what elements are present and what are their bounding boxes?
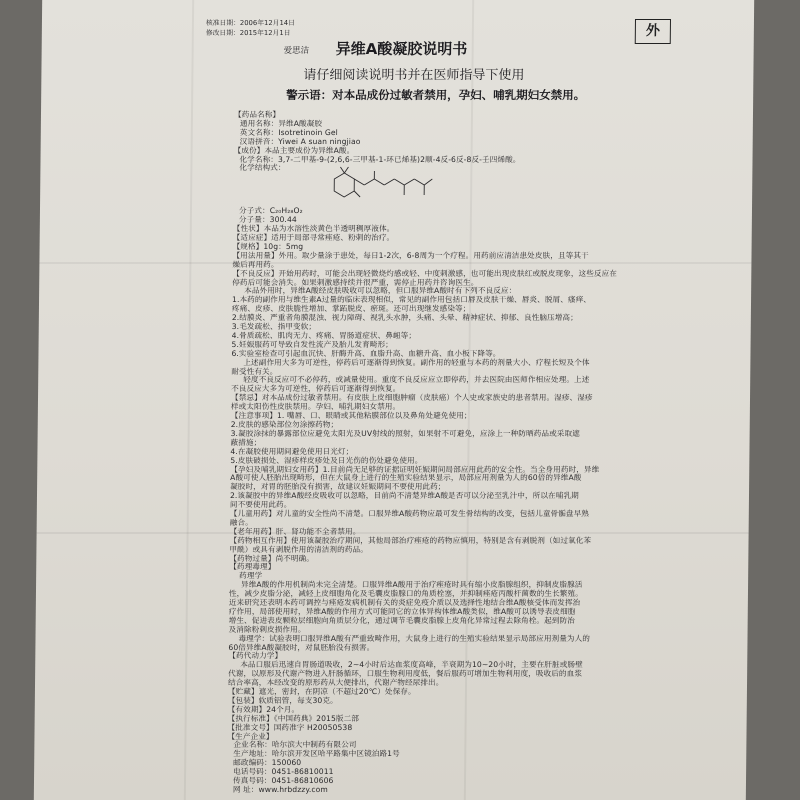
body-line: 毒理学：试验表明口服异维A酸有严重致畸作用，大鼠身上进行的生殖实验结果显示局部应用剂量为人的 [238, 634, 591, 643]
body-line: 轻度不良反应可不必停药，或减量使用。重度不良反应应立即停药，并去医院由医师作相应处理。上述 [243, 375, 590, 384]
body-line: 【儿童用药】对儿童的安全性尚不清楚。口服异维A酸药物应最可发生骨结构的改变，包括儿童骨骺盘早熟 [229, 509, 590, 518]
body-line: 【老年用药】肝、肾功能不全者禁用。 [229, 527, 361, 536]
body-line: 4.骨质疏松、肌肉无力、疼痛、胃肠道症状、鼻衄等； [231, 331, 417, 340]
body-line: 电话号码：0451-86810011 [233, 767, 334, 776]
body-line: 融合。 [229, 518, 253, 527]
leaflet-sheet [34, 0, 754, 800]
body-line: 间不要使用此药。 [229, 500, 292, 509]
body-line: 性，减少皮脂分泌，减轻上皮细胞角化及毛囊皮脂腺口的角质栓塞，并抑制痤疮丙酸杆菌数的生长繁殖。 [228, 589, 583, 598]
body-line: 本品外用时，异维A酸经皮肤吸收可以忽略，但口服异维A酸时有下列不良反应： [244, 286, 517, 295]
external-use-mark: 外 [635, 19, 671, 44]
body-line: 4.在凝胶使用期间避免使用日光灯； [230, 447, 354, 456]
body-line: 企业名称：哈尔滨大中制药有限公司 [233, 740, 357, 749]
body-line: 【规格】10g：5mg [232, 242, 304, 251]
body-line: 邮政编码：150060 [233, 758, 302, 767]
body-line: 汉语拼音：Yiwei A suan ningjiao [239, 137, 361, 146]
body-line: 【药物相互作用】使用该凝胶治疗期间，其他局部治疗痤疮的药物应慎用，特别是含有剥脱剂（如过氧化苯 [229, 536, 592, 545]
body-line: 耐受性有关。 [231, 367, 278, 376]
body-line: 增生、促进表皮颗粒层细胞向角质层分化，通过调节毛囊皮脂腺上皮角化异常过程去除角栓。起到防治 [228, 616, 575, 625]
body-line: 【用法用量】外用。取少量涂于患处，每日1-2次，6-8周为一个疗程。用药前应清洁患处皮肤，且等其干 [232, 251, 589, 260]
body-line: 上述副作用大多为可逆性，停药后可逐渐得到恢复。副作用的轻重与本药的剂量大小、疗程长短及个体 [243, 358, 590, 367]
body-line: 6.实验室检查可引起血沉快、肝酶升高、血脂升高、血糖升高、血小板下降等。 [231, 349, 501, 358]
chemical-structure-figure [326, 165, 444, 205]
body-line: 不良反应大多为可逆性，停药后可逐渐得到恢复。 [231, 384, 401, 393]
body-line: 及消除粉刺皮损作用。 [228, 625, 306, 634]
body-line: 凝胶时，对胃的胚胎没有损害，故建议妊娠期间不要使用此药； [230, 482, 446, 491]
approval-date: 核准日期：2006年12月14日 [205, 19, 295, 27]
body-line: 药理学 [239, 571, 263, 580]
body-line: 【成份】本品主要成份为异维A酸。 [233, 146, 355, 155]
body-line: 传真号码：0451-86810606 [232, 776, 334, 785]
document-subtitle: 请仔细阅读说明书并在医师指导下使用 [303, 68, 525, 83]
warning-statement: 警示语：对本品成份过敏者禁用，孕妇、哺乳期妇女禁用。 [286, 88, 586, 102]
body-line: 1.本药的副作用与维生素A过量的临床表现相似，常见的副作用包括口唇及皮肤干燥、唇炎、脱屑、瘙痒、 [232, 295, 592, 304]
body-line: 甲酰）或具有剥脱作用的清洁剂的药品。 [229, 545, 368, 554]
body-line: 【性状】本品为水溶性淡黄色半透明稠厚液体。 [232, 224, 395, 233]
body-line: 【批准文号】国药准字 H20050538 [227, 723, 353, 732]
revision-date: 修改日期：2015年12月1日 [205, 29, 291, 37]
body-line: 通用名称：异维A酸凝胶 [239, 119, 323, 128]
body-line: 5.皮肤破损处、湿疹样皮疹处及日光伤的伤处避免使用。 [230, 456, 423, 465]
body-line: 【有效期】24个月。 [227, 705, 300, 714]
body-line: 【禁忌】对本品成份过敏者禁用。有皮肤上皮细胞肿瘤（皮肤癌）个人史或家族史的患者禁用。湿疹、湿疹 [230, 393, 593, 402]
body-line: 疗作用，局部使用时，异维A酸的作用方式可能同它的立体异构体维A酸类似，维A酸可以诱导表皮细胞 [228, 607, 576, 616]
body-line: 【注意事项】1. 嘴唇、口、眼睛或其他粘膜部位以及鼻角处避免使用； [230, 411, 472, 420]
body-line: 【生产企业】 [227, 732, 274, 741]
body-line: 2.皮肤的感染部位勿涂擦药物； [230, 420, 339, 429]
body-line: 【适应症】适用于局部寻常痤疮、粉刺的治疗。 [232, 233, 395, 242]
document-title: 异维A酸凝胶说明书 [335, 40, 468, 58]
body-line: 近来研究还表明本药可调控与痤疮发病机制有关的炎症免疫介质以及选择性地结合维A酸核受体而发挥治 [228, 598, 581, 607]
brand-name: 爱思洁 [283, 46, 310, 56]
body-line: 【孕妇及哺乳期妇女用药】1.目前尚无足够的证据证明妊娠期间局部应用此药的安全性。当全身用药时，异维 [230, 465, 600, 474]
body-line: 【不良反应】开始用药时，可能会出现轻微烧灼感或轻、中度刺激感，也可能出现皮肤红或脱皮现象，这些反应在 [232, 269, 618, 278]
body-line: 英文名称：Isotretinoin Gel [239, 128, 338, 137]
body-line: 分子式：C₂₀H₂₈O₂ [238, 206, 303, 215]
body-line: 【药理毒理】 [229, 562, 276, 571]
body-line: 异维A酸的作用机制尚未完全清楚。口服异维A酸用于治疗痤疮时具有缩小皮脂腺组织，抑制皮脂腺活 [241, 580, 583, 589]
body-line: 燥后再用药。 [232, 260, 279, 269]
body-line: 代谢，以原形及代谢产物进入肝肠循环，口服生物利用度低，餐后服药可增加生物利用度，吸收后的血浆 [228, 669, 583, 678]
body-line: 分子量：300.44 [238, 215, 297, 224]
body-line: 疼痛、皮疹、皮肤脆性增加、掌跖脱皮、瘀斑。还可出现继发感染等； [231, 304, 471, 313]
body-line: A酸可使人胚胎出现畸形，但在大鼠身上进行的生殖实验结果显示，局部应用剂量为人的60倍的异维A酸 [230, 473, 582, 482]
body-line: 蔽措施； [230, 438, 262, 447]
body-line: 3.毛发疏松、指甲变软； [231, 322, 317, 331]
body-line: 【包装】软质铝管，每支30克。 [227, 696, 338, 705]
body-line: 【药品名称】 [233, 110, 281, 119]
body-line: 【贮藏】遮光，密封，在阴凉（不超过20℃）处保存。 [227, 687, 416, 696]
body-line: 【执行标准】《中国药典》2015版二部 [227, 714, 360, 723]
body-line: 样或太阳伤性皮肤禁用。孕妇、哺乳期妇女禁用。 [230, 402, 401, 411]
body-line: 生产地址：哈尔滨开发区哈平路集中区镜泊路1号 [233, 749, 400, 758]
body-line: 停药后可能会消失。如果刺激感持续并很严重，需停止用药并咨询医生。 [232, 278, 479, 287]
body-line: 3.凝胶涂抹的暴露部位应避免太阳光及UV射线的照射，如果射不可避免，应涂上一种防晒药品或采取遮 [230, 429, 580, 438]
body-line: 2.结膜炎、严重者角膜混浊、视力障碍、视乳头水肿，头痛、头晕、精神症状、抑郁、良性脑压增高； [231, 313, 578, 322]
body-line: 60倍异维A酸凝胶时，对鼠胚胎没有损害。 [228, 643, 375, 652]
body-line: 【药物过量】尚不明确。 [229, 554, 315, 563]
body-line: 化学结构式： [239, 163, 286, 172]
body-line: 结合率高，本经改变的原形药从大便排出，代谢产物经尿排出。 [227, 678, 444, 687]
body-line: 2.该凝胶中的异维A酸经皮吸收可以忽略，目前尚不清楚异维A酸是否可以分泌至乳汁中，所以在哺乳期 [229, 491, 579, 500]
body-line: 5.妊娠服药可导致自发性流产及胎儿发育畸形； [231, 340, 393, 349]
body-line: 网 址：www.hrbdzzy.com [232, 785, 329, 794]
body-line: 化学名称：3,7-二甲基-9-(2,6,6-三甲基-1-环已烯基)2顺-4反-6反-8反-壬四烯酸。 [239, 155, 521, 164]
body-line: 本品口服后迅速自胃肠道吸收，2~4小时后达血浆度高峰，半衰期为10~20小时，主要在肝脏或肠壁 [240, 660, 583, 669]
body-line: 【药代动力学】 [228, 651, 283, 660]
